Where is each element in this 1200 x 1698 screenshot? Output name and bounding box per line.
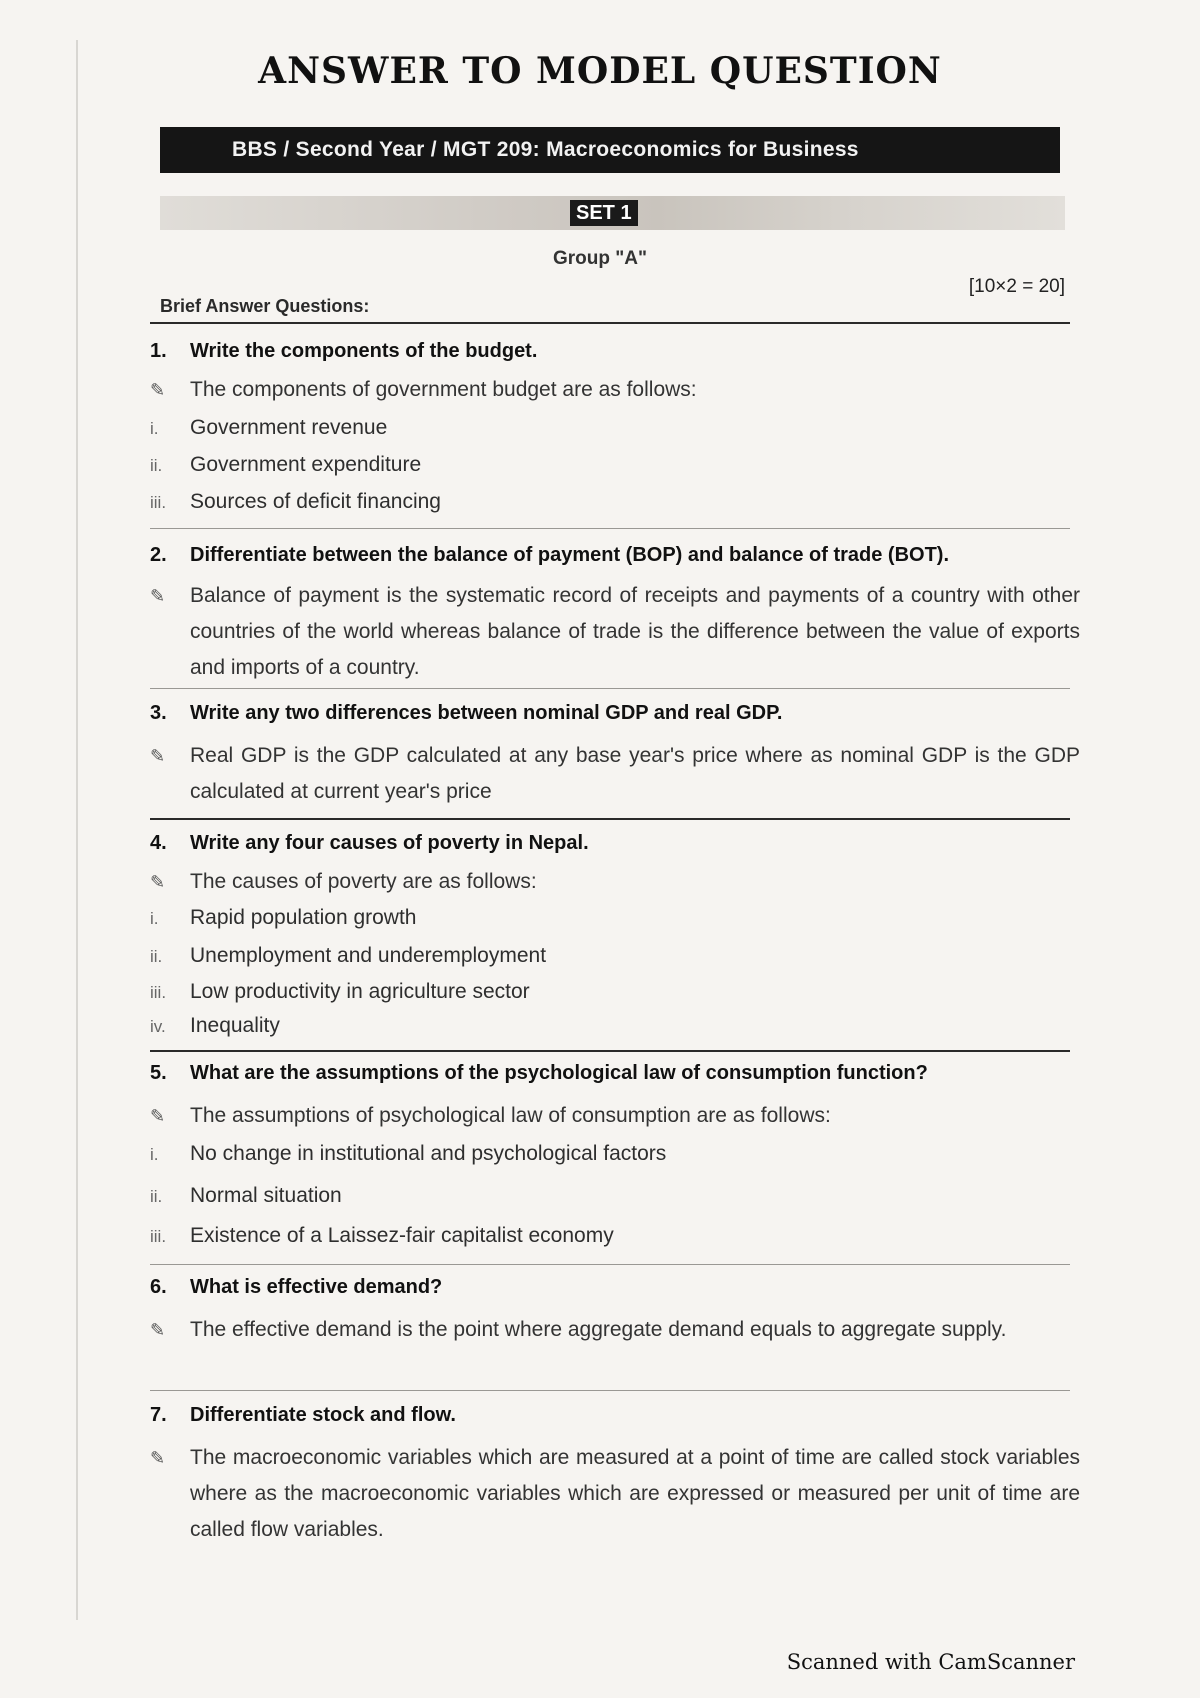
course-banner: BBS / Second Year / MGT 209: Macroeconomics for Business <box>160 127 1060 173</box>
divider <box>150 1264 1070 1265</box>
question-number: 4. <box>150 832 167 854</box>
question-text: What is effective demand? <box>190 1276 443 1298</box>
list-item-text: Government revenue <box>190 416 388 439</box>
divider <box>150 1390 1070 1391</box>
divider <box>150 528 1070 529</box>
answer-text: The components of government budget are as follows: <box>190 378 697 401</box>
pencil-icon: ✎ <box>150 1106 166 1126</box>
question-text: What are the assumptions of the psychological law of consumption function? <box>190 1062 928 1084</box>
page-title: ANSWER TO MODEL QUESTION <box>258 50 942 92</box>
pencil-icon: ✎ <box>150 1448 166 1468</box>
question-number: 2. <box>150 544 167 566</box>
list-item <box>150 490 1050 514</box>
roman-numeral: ii. <box>150 456 163 475</box>
question-2 <box>150 544 1080 567</box>
answer-text: The macroeconomic variables which are measured at a point of time are called stock variables where as the macroeconomic variables which are expressed or measured per unit of time are called flow variables. <box>190 1446 1080 1541</box>
question-text: Write the components of the budget. <box>190 340 538 362</box>
answer-1 <box>150 372 1080 408</box>
answer-2 <box>150 578 1080 686</box>
divider <box>150 1050 1070 1052</box>
answer-7 <box>150 1440 1080 1548</box>
list-item-text: Inequality <box>190 1014 280 1037</box>
list-item <box>150 416 1050 440</box>
page-edge-shadow <box>76 40 78 1620</box>
list-item-text: Existence of a Laissez-fair capitalist economy <box>190 1224 614 1247</box>
divider <box>150 322 1070 324</box>
roman-numeral: iii. <box>150 983 167 1002</box>
question-number: 7. <box>150 1404 167 1426</box>
roman-numeral: iii. <box>150 493 167 512</box>
answer-5 <box>150 1098 1080 1134</box>
question-text: Write any four causes of poverty in Nepal. <box>190 832 589 854</box>
list-item <box>150 1224 1050 1248</box>
question-5 <box>150 1062 1080 1085</box>
divider <box>150 688 1070 689</box>
answer-text: The causes of poverty are as follows: <box>190 870 537 893</box>
question-number: 5. <box>150 1062 167 1084</box>
list-item <box>150 906 1050 930</box>
list-item-text: Unemployment and underemployment <box>190 944 547 967</box>
pencil-icon: ✎ <box>150 586 166 606</box>
pencil-icon: ✎ <box>150 1320 166 1340</box>
scanner-watermark: Scanned with CamScanner <box>786 1650 1075 1674</box>
question-number: 3. <box>150 702 167 724</box>
set-label: SET 1 <box>570 200 638 226</box>
answer-4 <box>150 864 1080 900</box>
question-1 <box>150 340 1080 363</box>
list-item <box>150 944 1050 968</box>
list-item-text: Normal situation <box>190 1184 342 1207</box>
list-item-text: Rapid population growth <box>190 906 417 929</box>
roman-numeral: i. <box>150 419 159 438</box>
roman-numeral: iv. <box>150 1017 166 1036</box>
answer-text: Real GDP is the GDP calculated at any base year's price where as nominal GDP is the GDP calculated at current year's price <box>190 744 1080 803</box>
marks-allocation: [10×2 = 20] <box>968 276 1065 297</box>
group-heading: Group "A" <box>552 248 647 269</box>
list-item-text: Government expenditure <box>190 453 422 476</box>
question-3 <box>150 702 1080 725</box>
list-item <box>150 453 1050 477</box>
question-7 <box>150 1404 1080 1427</box>
pencil-icon: ✎ <box>150 872 166 892</box>
list-item-text: No change in institutional and psychological factors <box>190 1142 667 1165</box>
answer-text: Balance of payment is the systematic record of receipts and payments of a country with other countries of the world whereas balance of trade is the difference between the value of exports and imports of a country. <box>190 584 1080 679</box>
section-label: Brief Answer Questions: <box>160 296 370 316</box>
roman-numeral: ii. <box>150 1187 163 1206</box>
answer-3 <box>150 738 1080 810</box>
list-item <box>150 1184 1050 1208</box>
list-item <box>150 980 1050 1004</box>
question-text: Write any two differences between nominal GDP and real GDP. <box>190 702 783 724</box>
roman-numeral: ii. <box>150 947 163 966</box>
list-item <box>150 1142 1050 1166</box>
pencil-icon: ✎ <box>150 746 166 766</box>
roman-numeral: i. <box>150 1145 159 1164</box>
question-6 <box>150 1276 1080 1299</box>
roman-numeral: i. <box>150 909 159 928</box>
divider <box>150 818 1070 820</box>
list-item <box>150 1014 1050 1038</box>
roman-numeral: iii. <box>150 1227 167 1246</box>
question-number: 6. <box>150 1276 167 1298</box>
question-number: 1. <box>150 340 167 362</box>
answer-text: The assumptions of psychological law of consumption are as follows: <box>190 1104 831 1127</box>
question-4 <box>150 832 1080 855</box>
pencil-icon: ✎ <box>150 380 166 400</box>
set-strip <box>160 196 1065 230</box>
answer-text: The effective demand is the point where aggregate demand equals to aggregate supply. <box>190 1318 1007 1341</box>
question-text: Differentiate between the balance of payment (BOP) and balance of trade (BOT). <box>190 544 950 566</box>
question-text: Differentiate stock and flow. <box>190 1404 456 1426</box>
list-item-text: Low productivity in agriculture sector <box>190 980 530 1003</box>
answer-6 <box>150 1312 1080 1348</box>
list-item-text: Sources of deficit financing <box>190 490 441 513</box>
